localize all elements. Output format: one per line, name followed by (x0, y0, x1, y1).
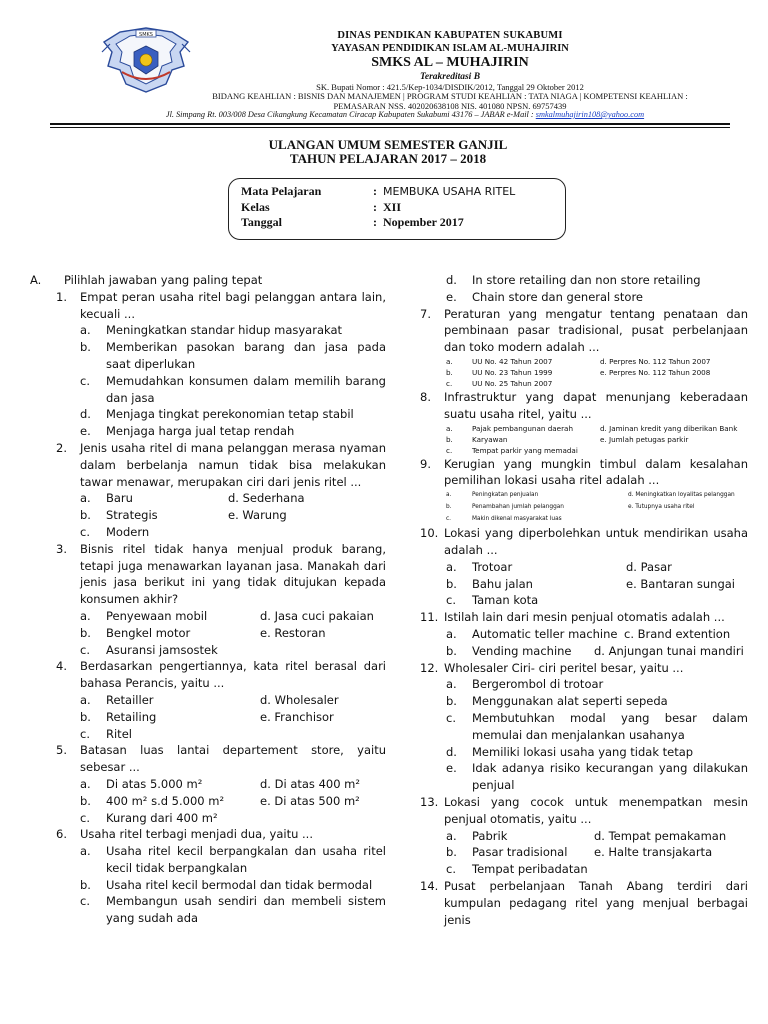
option-letter: b. (446, 367, 453, 377)
question-text: Wholesaler Ciri- ciri peritel besar, yaitu ... (444, 660, 684, 675)
option-row (446, 501, 748, 513)
question-number: 13. (420, 794, 439, 809)
option-text: Retailing (106, 709, 157, 724)
option-text: Makin dikenal masyarakat luas (472, 516, 562, 523)
question-12 (420, 660, 748, 677)
option-text: d. Di atas 400 m² (260, 776, 360, 791)
question-number: 9. (420, 456, 431, 471)
option-row (446, 289, 748, 306)
header-agency: DINAS PENDIKAN KABUPATEN SUKABUMI (337, 30, 563, 41)
option-letter: a. (80, 608, 91, 623)
option-text: Memudahkan konsumen dalam memilih barang dan jasa (106, 373, 386, 405)
question-text: Batasan luas lantai departement store, yaitu sebesar ... (80, 743, 386, 775)
option-letter: e. (446, 761, 457, 776)
option-row (446, 844, 748, 861)
option-row (446, 676, 748, 693)
header-rule-thick (50, 123, 730, 125)
option-text: e. Di atas 500 m² (260, 793, 360, 808)
option-text: Bahu jalan (472, 576, 533, 591)
option-text: Modern (106, 524, 150, 539)
option-row (80, 339, 386, 373)
option-row (446, 710, 748, 744)
question-6 (56, 826, 386, 843)
option-row (80, 524, 386, 541)
option-letter: a. (80, 491, 91, 506)
option-text: e. Tutupnya usaha ritel (628, 504, 695, 511)
option-text: Chain store dan general store (472, 289, 643, 304)
option-text: e. Restoran (260, 625, 326, 640)
option-text: Bengkel motor (106, 625, 191, 640)
option-row (80, 507, 386, 524)
option-text: d. Perpres No. 112 Tahun 2007 (600, 356, 711, 366)
option-row (446, 744, 748, 761)
option-text: d. Anjungan tunai mandiri (594, 643, 744, 658)
option-letter: a. (80, 323, 91, 338)
option-letter: b. (80, 793, 91, 808)
option-row (446, 760, 748, 794)
option-letter: b. (80, 625, 91, 640)
option-text: Strategis (106, 508, 158, 523)
option-text: Tempat peribadatan (472, 862, 588, 877)
info-value: MEMBUKA USAHA RITEL (383, 185, 516, 199)
info-row-date (241, 215, 565, 231)
question-number: 11. (420, 610, 439, 625)
option-row (446, 356, 748, 367)
question-1 (56, 289, 386, 323)
option-row (446, 367, 748, 378)
question-number: 2. (56, 440, 67, 455)
option-text: Membangun usah sendiri dan membeli sistem yang sudah ada (106, 894, 386, 926)
info-colon: : (373, 215, 377, 230)
question-text: Lokasi yang cocok untuk menempatkan mesin penjual otomatis, yaitu ... (444, 794, 748, 826)
question-number: 12. (420, 660, 439, 675)
option-text: e. Franchisor (260, 709, 334, 724)
option-letter: a. (80, 844, 91, 859)
option-text: Menjaga harga jual tetap rendah (106, 424, 295, 439)
option-letter: d. (446, 744, 457, 759)
option-row (446, 592, 748, 609)
option-text: 400 m² s.d 5.000 m² (106, 793, 225, 808)
questions-left-column (30, 272, 386, 927)
option-text: Retailler (106, 692, 154, 707)
option-row (80, 692, 386, 709)
option-text: Automatic teller machine (472, 626, 618, 641)
option-letter: b. (446, 694, 457, 709)
option-text: Penyewaan mobil (106, 608, 208, 623)
option-letter: e. (446, 289, 457, 304)
option-text: Meningkatkan standar hidup masyarakat (106, 323, 343, 338)
question-number: 14. (420, 878, 439, 893)
header-field-1: BIDANG KEAHLIAN : BISNIS DAN MANAJEMEN | PROGRAM STUDI KEAHLIAN : TATA NIAGA | KOMPETENSI KEAHLIAN : (212, 91, 688, 101)
option-letter: c. (80, 642, 90, 657)
option-row (80, 893, 386, 927)
option-letter: c. (446, 862, 456, 877)
option-letter: d. (80, 407, 91, 422)
option-row (80, 843, 386, 877)
option-text: c. Brand extention (624, 626, 731, 641)
question-13 (420, 794, 748, 828)
question-text: Peraturan yang mengatur tentang penataan dan pembinaan pasar tradisional, pusat perbelanjaan dan toko modern adalah ... (444, 306, 748, 355)
questions-right-column (420, 272, 748, 928)
option-letter: b. (80, 340, 91, 355)
option-row (80, 793, 386, 810)
option-row (80, 608, 386, 625)
option-letter: c. (446, 710, 456, 725)
option-letter: b. (446, 576, 457, 591)
option-text: Menggunakan alat seperti sepeda (472, 694, 668, 709)
option-letter: a. (446, 828, 457, 843)
option-letter: c. (80, 726, 90, 741)
option-letter: a. (446, 492, 452, 499)
header-address (60, 110, 750, 119)
question-9 (420, 456, 748, 490)
option-letter: a. (446, 423, 453, 433)
option-row (80, 726, 386, 743)
question-text: Bisnis ritel tidak hanya menjual produk barang, tetapi juga menawarkan layanan jasa. Manakah dari jenis jasa berikut ini yang tidak ditujukan kepada konsumen akhir? (80, 541, 386, 607)
question-number: 10. (420, 526, 439, 541)
option-text: e. Bantaran sungai (626, 576, 735, 591)
option-letter: a. (446, 559, 457, 574)
header-accreditation: Terakreditasi B (419, 72, 481, 82)
option-text: UU No. 25 Tahun 2007 (472, 378, 553, 388)
option-text: Vending machine (472, 643, 572, 658)
option-row (80, 810, 386, 827)
option-text: d. Sederhana (228, 491, 305, 506)
question-number: 7. (420, 306, 431, 321)
option-text: Taman kota (472, 593, 539, 608)
option-letter: c. (446, 593, 456, 608)
question-text: Kerugian yang mungkin timbul dalam kesalahan pemilihan lokasi usaha ritel adalah ... (444, 456, 748, 488)
option-text: Karyawan (472, 434, 508, 444)
option-text: Trotoar (472, 559, 513, 574)
question-text: Istilah lain dari mesin penjual otomatis adalah ... (444, 610, 725, 625)
option-text: Usaha ritel kecil berpangkalan dan usaha ritel kecil tidak berpangkalan (106, 844, 386, 875)
option-text: Di atas 5.000 m² (106, 776, 203, 791)
question-text: Usaha ritel terbagi menjadi dua, yaitu ... (80, 827, 313, 842)
option-row (446, 693, 748, 710)
option-row (80, 423, 386, 440)
option-row (446, 423, 748, 434)
option-letter: d. (446, 273, 457, 287)
option-row (446, 626, 748, 643)
option-text: Pasar tradisional (472, 845, 568, 860)
option-text: Peningkatan penjualan (472, 492, 539, 499)
question-8 (420, 389, 748, 423)
option-row (446, 513, 748, 525)
option-row (80, 490, 386, 507)
option-row (80, 373, 386, 407)
option-text: UU No. 42 Tahun 2007 (472, 356, 553, 366)
option-text: Tempat parkir yang memadai (472, 445, 578, 455)
option-letter: b. (80, 877, 91, 892)
option-letter: a. (80, 776, 91, 791)
option-row (446, 643, 748, 660)
option-row (80, 709, 386, 726)
option-text: Bergerombol di trotoar (472, 677, 604, 692)
option-row (446, 489, 748, 501)
school-logo (100, 22, 192, 96)
info-row-class (241, 200, 565, 216)
question-text: Lokasi yang diperbolehkan untuk mendirikan usaha adalah ... (444, 526, 748, 557)
option-row (80, 322, 386, 339)
question-text: Pusat perbelanjaan Tanah Abang terdiri dari kumpulan pedagang ritel yang menjual berbagai jenis (444, 878, 748, 927)
section-title: Pilihlah jawaban yang paling tepat (64, 273, 263, 287)
option-text: Asuransi jamsostek (106, 642, 218, 657)
option-row (446, 828, 748, 845)
question-11 (420, 609, 748, 626)
option-row (80, 642, 386, 659)
info-colon: : (373, 184, 377, 199)
option-row (446, 445, 748, 456)
question-number: 1. (56, 289, 67, 304)
question-10 (420, 525, 748, 559)
info-label: Tanggal (241, 215, 282, 230)
option-text: Kurang dari 400 m² (106, 810, 218, 825)
info-value: Nopember 2017 (383, 215, 464, 230)
option-row (80, 406, 386, 423)
option-letter: c. (446, 378, 453, 388)
option-text: Penambahan jumlah pelanggan (472, 504, 564, 511)
option-letter: e. (80, 424, 91, 439)
info-colon: : (373, 199, 377, 214)
option-row (80, 776, 386, 793)
email-link[interactable]: smkalmuhajirin108@yahoo.com (535, 110, 645, 119)
header-field-2: PEMASARAN NSS. 402020638108 NIS. 401080 NPSN. 69757439 (333, 101, 567, 111)
option-text: Usaha ritel kecil bermodal dan tidak bermodal (106, 877, 373, 892)
question-text: Infrastruktur yang dapat menunjang keberadaan suatu usaha ritel, yaitu ... (444, 389, 748, 421)
header-decree: SK. Bupati Nomor : 421.5/Kep-1034/DISDIK/2012, Tanggal 29 Oktober 2012 (316, 82, 584, 92)
option-text: e. Halte transjakarta (594, 845, 713, 860)
option-text: d. Wholesaler (260, 692, 339, 707)
option-letter: c. (446, 516, 452, 523)
option-letter: a. (446, 356, 453, 366)
question-text: Berdasarkan pengertiannya, kata ritel berasal dari bahasa Perancis, yaitu ... (80, 659, 386, 691)
header-school-name: SMKS AL – MUHAJIRIN (371, 55, 529, 70)
option-text: Pabrik (472, 828, 508, 843)
option-letter: b. (80, 709, 91, 724)
exam-title: ULANGAN UMUM SEMESTER GANJIL (268, 137, 508, 152)
question-4 (56, 658, 386, 692)
option-letter: a. (446, 677, 457, 692)
question-text: Jenis usaha ritel di mana pelanggan merasa nyaman dalam berbelanja namun tidak bisa melakukan tawar menawar, merupakan ciri dari jenis ritel ... (80, 440, 386, 489)
option-row (446, 861, 748, 878)
option-letter: b. (446, 504, 452, 511)
option-text: d. Tempat pemakaman (594, 828, 727, 843)
option-row (446, 576, 748, 593)
option-text: Idak adanya risiko kecurangan yang dilakukan penjual (472, 761, 748, 793)
option-text: d. Meningkatkan loyalitas pelanggan (628, 492, 735, 499)
option-letter: b. (446, 643, 457, 658)
question-14 (420, 878, 748, 928)
option-row (446, 272, 748, 289)
option-text: d. Jaminan kredit yang diberikan Bank (600, 423, 738, 433)
option-text: Menjaga tingkat perekonomian tetap stabil (106, 407, 354, 422)
section-heading (30, 272, 386, 289)
question-5 (56, 742, 386, 776)
question-number: 4. (56, 659, 67, 674)
option-letter: c. (80, 810, 90, 825)
option-text: e. Perpres No. 112 Tahun 2008 (600, 367, 711, 377)
option-row (446, 434, 748, 445)
header-foundation: YAYASAN PENDIDIKAN ISLAM AL-MUHAJIRIN (331, 43, 569, 54)
section-letter: A. (30, 273, 42, 287)
option-text: e. Warung (228, 508, 287, 523)
question-number: 6. (56, 827, 67, 842)
option-row (80, 877, 386, 894)
option-letter: c. (80, 524, 90, 539)
option-letter: b. (446, 434, 453, 444)
info-row-subject (241, 184, 565, 200)
option-text: Pajak pembangunan daerah (472, 423, 573, 433)
header-rule-thin (50, 127, 730, 128)
option-text: d. Jasa cuci pakaian (260, 608, 374, 623)
option-text: e. Jumlah petugas parkir (600, 434, 689, 444)
option-letter: c. (446, 445, 453, 455)
exam-info-box (228, 178, 566, 240)
option-row (446, 378, 748, 389)
info-label: Mata Pelajaran (241, 184, 322, 199)
question-number: 5. (56, 743, 67, 758)
option-letter: c. (80, 894, 90, 909)
question-text: Empat peran usaha ritel bagi pelanggan antara lain, kecuali ... (80, 289, 386, 321)
question-2 (56, 440, 386, 490)
option-text: Baru (106, 491, 133, 506)
option-row (80, 625, 386, 642)
address-text: Jl. Simpang Rt. 003/008 Desa Cikangkung Kecamatan Ciracap Kabupaten Sukabumi 43176 – JABAR e-Mail : (165, 110, 534, 119)
option-text: UU No. 23 Tahun 1999 (472, 367, 553, 377)
info-value: XII (383, 199, 402, 214)
info-label: Kelas (241, 199, 270, 214)
option-letter: a. (446, 626, 457, 641)
option-letter: c. (80, 373, 90, 388)
logo-text: SMKS (139, 32, 153, 38)
option-text: Membutuhkan modal yang besar dalam memulai dan menjalankan usahanya (472, 710, 748, 742)
option-row (446, 559, 748, 576)
question-3 (56, 541, 386, 608)
question-number: 3. (56, 541, 67, 556)
option-letter: b. (446, 845, 457, 860)
option-letter: a. (80, 692, 91, 707)
question-number: 8. (420, 389, 431, 404)
option-text: Ritel (106, 726, 132, 741)
option-text: Memiliki lokasi usaha yang tidak tetap (472, 744, 694, 759)
option-text: Memberikan pasokan barang dan jasa pada saat diperlukan (106, 340, 386, 371)
option-letter: b. (80, 508, 91, 523)
question-7 (420, 306, 748, 356)
option-text: d. Pasar (626, 559, 672, 574)
option-text: In store retailing dan non store retailing (472, 273, 701, 287)
exam-year: TAHUN PELAJARAN 2017 – 2018 (289, 151, 487, 166)
